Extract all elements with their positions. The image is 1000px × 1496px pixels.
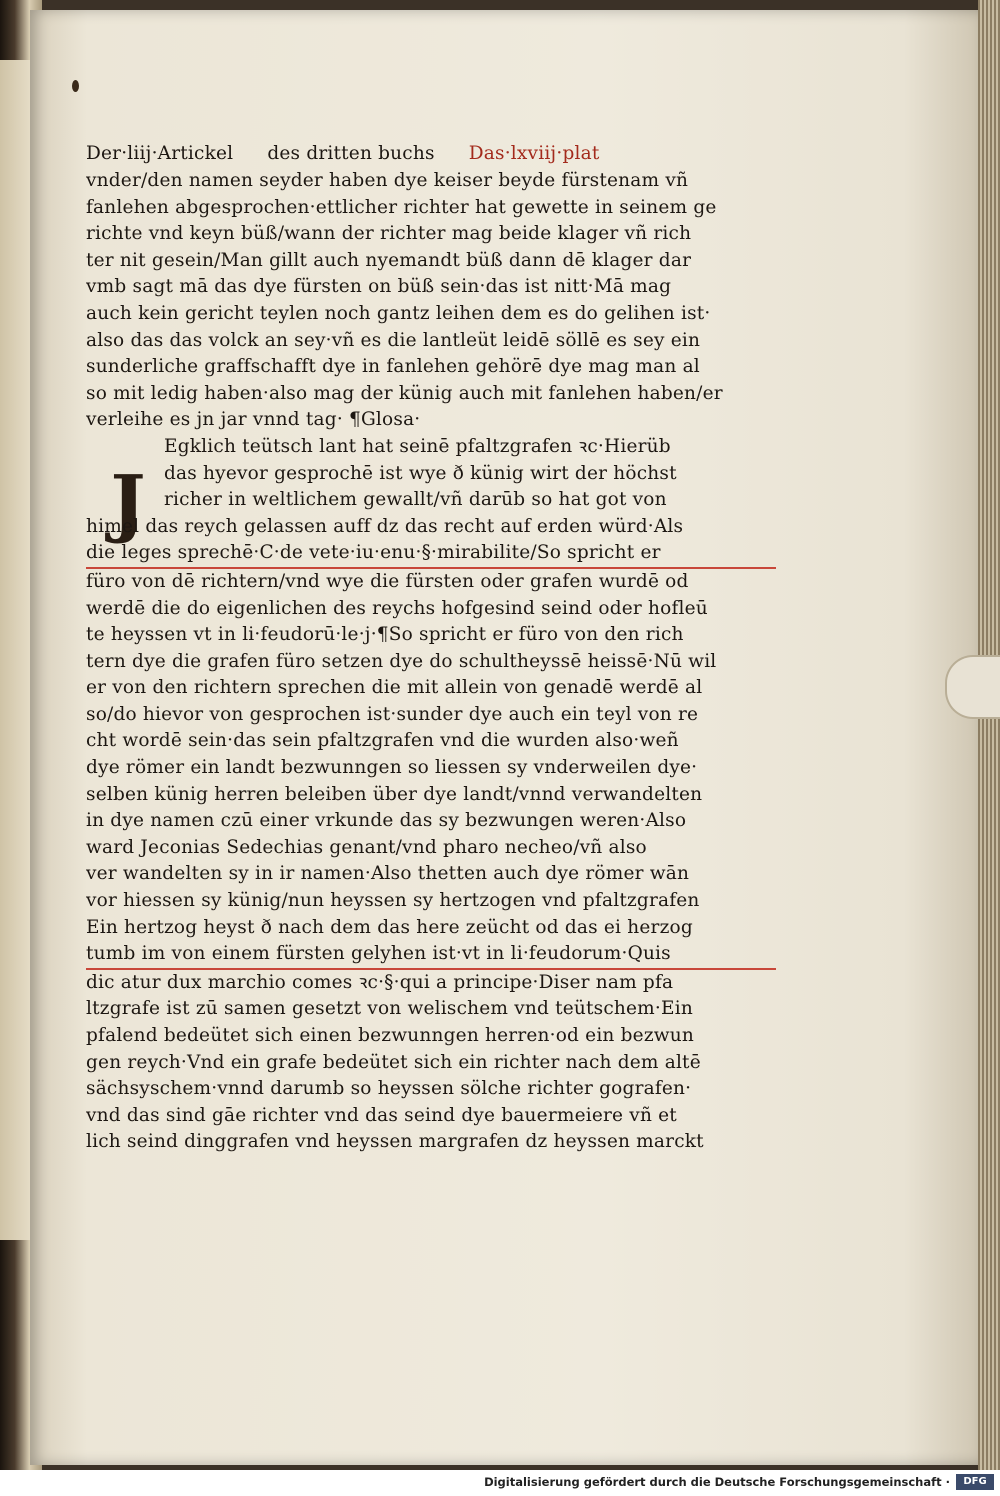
- text-line: pfalend bedeütet sich einen bezwunngen herren·od ein bezwun: [86, 1025, 695, 1046]
- text-line: Ein hertzog heyst ð nach dem das here zeücht od das ei herzog: [86, 916, 693, 938]
- ink-mark: [72, 80, 79, 92]
- text-line: füro von dē richtern/vnd wye die fürsten oder grafen wurdē od: [86, 570, 689, 592]
- text-line: himel das reych gelassen auff dz das recht auf erden würd·Als: [86, 515, 684, 537]
- text-line: ltzgrafe ist zū samen gesetzt von welischem vnd teütschem·Ein: [86, 998, 693, 1020]
- text-line: er von den richtern sprechen die mit allein von genadē werdē al: [86, 677, 703, 699]
- text-line: dic atur dux marchio comes ꝛc·§·qui a principe·Diser nam pfa: [86, 971, 674, 993]
- text-line: gen reych·Vnd ein grafe bedeütet sich ein richter nach dem altē: [86, 1051, 701, 1073]
- text-line: tern dye die grafen füro setzen dye do schultheyssē heissē·Nū wil: [86, 650, 717, 672]
- previous-page-edge: [0, 60, 30, 1240]
- text-line: lich seind dinggrafen vnd heyssen margrafen dz heyssen marckt: [86, 1131, 704, 1153]
- running-header: [86, 140, 776, 168]
- text-line: sunderliche graffschafft dye in fanlehen gehörē dye mag man al: [86, 356, 700, 378]
- text-line: selben künig herren beleiben über dye landt/vnnd verwandelten: [86, 783, 703, 805]
- text-line: cht wordē sein·das sein pfaltzgrafen vnd die wurden also·weñ: [86, 730, 679, 752]
- text-line: te heyssen vt in li·feudorū·le·j·¶So spricht er füro von den rich: [86, 624, 684, 646]
- text-line: tumb im von einem fürsten gelyhen ist·vt in li·feudorum·Quis: [86, 941, 776, 970]
- text-line: so mit ledig haben·also mag der künig auch mit fanlehen haben/er: [86, 382, 723, 404]
- funding-credit: Digitalisierung gefördert durch die Deutsche Forschungsgemeinschaft ·: [484, 1475, 950, 1489]
- text-line: ward Jeconias Sedechias genant/vnd pharo necheo/vñ also: [86, 836, 647, 858]
- text-line: vmb sagt mā das dye fürsten on büß sein·das ist nitt·Mā mag: [86, 276, 672, 298]
- text-line: in dye namen czū einer vrkunde das sy bezwungen weren·Also: [86, 810, 687, 832]
- text-line: die leges sprechē·C·de vete·iu·enu·§·mirabilite/So spricht er: [86, 540, 776, 569]
- text-line: vnder/den namen seyder haben dye keiser beyde fürstenam vñ: [86, 170, 689, 191]
- text-line: vor hiessen sy künig/nun heyssen sy hertzogen vnd pfaltzgrafen: [86, 890, 700, 912]
- text-line: werdē die do eigenlichen des reychs hofgesind seind oder hofleū: [86, 597, 708, 619]
- folio-number: Das·lxviij·plat: [468, 143, 600, 164]
- chapter-heading: Der·liij·Artickel: [86, 143, 234, 164]
- text-line: fanlehen abgesprochen·ettlicher richter hat gewette in seinem ge: [86, 196, 717, 218]
- text-line: verleihe es jn jar vnnd tag· ¶Glosa·: [86, 409, 421, 431]
- text-line: dye römer ein landt bezwunngen so liessen sy vnderweilen dye·: [86, 757, 698, 779]
- page-text: [86, 140, 776, 1156]
- book-heading: des dritten buchs: [267, 143, 435, 164]
- text-line: so/do hievor von gesprochen ist·sunder dye auch ein teyl von re: [86, 703, 699, 725]
- text-line: richte vnd keyn büß/wann der richter mag beide klager vñ rich: [86, 223, 692, 245]
- text-line: sächsyschem·vnnd darumb so heyssen sölche richter gografen·: [86, 1078, 692, 1100]
- dfg-logo: DFG: [956, 1474, 994, 1490]
- text-line: Egklich teütsch lant hat seinē pfaltzgrafen ꝛc·Hierüb: [164, 435, 671, 457]
- text-line: das hyevor gesprochē ist wye ð künig wirt der höchst: [164, 462, 677, 484]
- page-tab-marker: [945, 655, 1000, 719]
- text-line: richer in weltlichem gewallt/vñ darūb so hat got von: [164, 489, 667, 511]
- footer-bar: [0, 1470, 1000, 1496]
- text-line: ter nit gesein/Man gillt auch nyemandt büß dann dē klager dar: [86, 249, 692, 271]
- text-line: ver wandelten sy in ir namen·Also thetten auch dye römer wān: [86, 863, 690, 885]
- text-line: auch kein gericht teylen noch gantz leihen dem es do gelihen ist·: [86, 302, 711, 324]
- page-stack-edge: [978, 0, 1000, 1470]
- text-line: vnd das sind gāe richter vnd das seind dye bauermeiere vñ et: [86, 1104, 677, 1126]
- decorated-initial: J: [110, 460, 146, 546]
- text-line: also das das volck an sey·vñ es die lantleüt leidē söllē es sey ein: [86, 329, 701, 351]
